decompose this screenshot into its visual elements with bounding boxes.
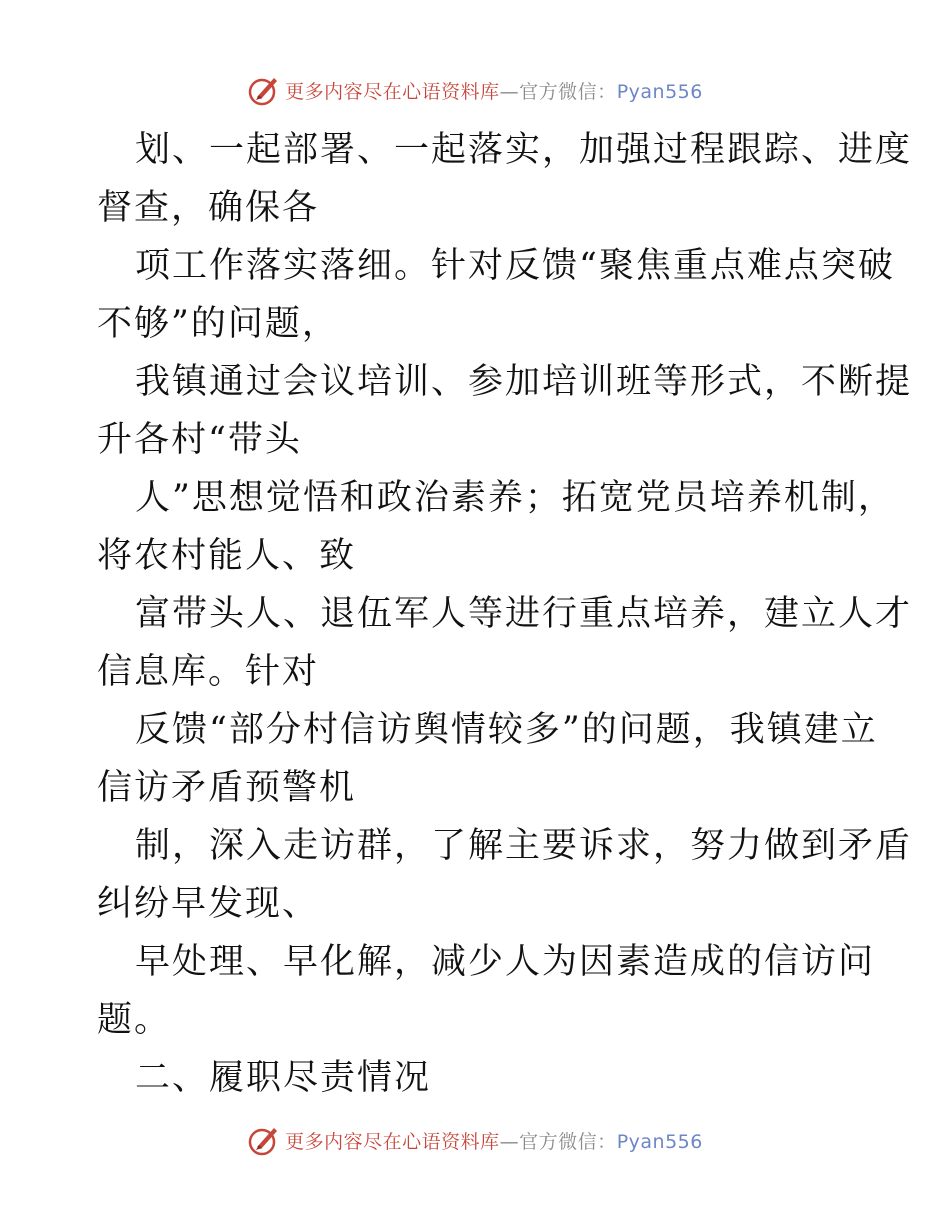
- body-line: 督查，确保各: [97, 188, 320, 228]
- footer-banner-site: 更多内容尽在心语资料库: [285, 1130, 500, 1153]
- body-line: 早处理、早化解，减少人为因素造成的信访问: [135, 942, 876, 982]
- body-line: 将农村能人、致: [97, 536, 357, 576]
- footer-banner-wechat-id: Pyan556: [616, 1130, 703, 1153]
- body-line: 题。: [97, 1000, 172, 1040]
- footer-banner-text: [285, 1127, 703, 1154]
- body-line: 制，深入走访群，了解主要诉求，努力做到矛盾: [135, 826, 913, 866]
- header-banner: [0, 70, 950, 110]
- body-line: 信息库。针对: [97, 652, 320, 692]
- body-line: 富带头人、退伍军人等进行重点培养，建立人才: [135, 594, 913, 634]
- section-heading: 二、履职尽责情况: [135, 1058, 432, 1098]
- header-banner-wechat-label: —官方微信：: [499, 80, 617, 103]
- footer-banner: [0, 1120, 950, 1160]
- quill-pen-logo-icon: [247, 73, 281, 107]
- quill-pen-logo-icon: [247, 1123, 281, 1157]
- body-line: 人”思想觉悟和政治素养；拓宽党员培养机制，: [135, 478, 895, 518]
- header-banner-text: [285, 77, 703, 104]
- footer-banner-wechat-label: —官方微信：: [499, 1130, 617, 1153]
- body-line: 信访矛盾预警机: [97, 768, 357, 808]
- document-body: [97, 121, 913, 1107]
- body-line: 升各村“带头: [97, 420, 302, 460]
- body-line: 不够”的问题，: [97, 304, 339, 344]
- body-line: 我镇通过会议培训、参加培训班等形式，不断提: [135, 362, 913, 402]
- header-banner-site: 更多内容尽在心语资料库: [285, 80, 500, 103]
- header-banner-wechat-id: Pyan556: [616, 80, 703, 103]
- body-line: 反馈“部分村信访舆情较多”的问题，我镇建立: [135, 710, 878, 750]
- body-line: 划、一起部署、一起落实，加强过程跟踪、进度: [135, 130, 913, 170]
- body-line: 纠纷早发现、: [97, 884, 320, 924]
- body-line: 项工作落实落细。针对反馈“聚焦重点难点突破: [135, 246, 895, 286]
